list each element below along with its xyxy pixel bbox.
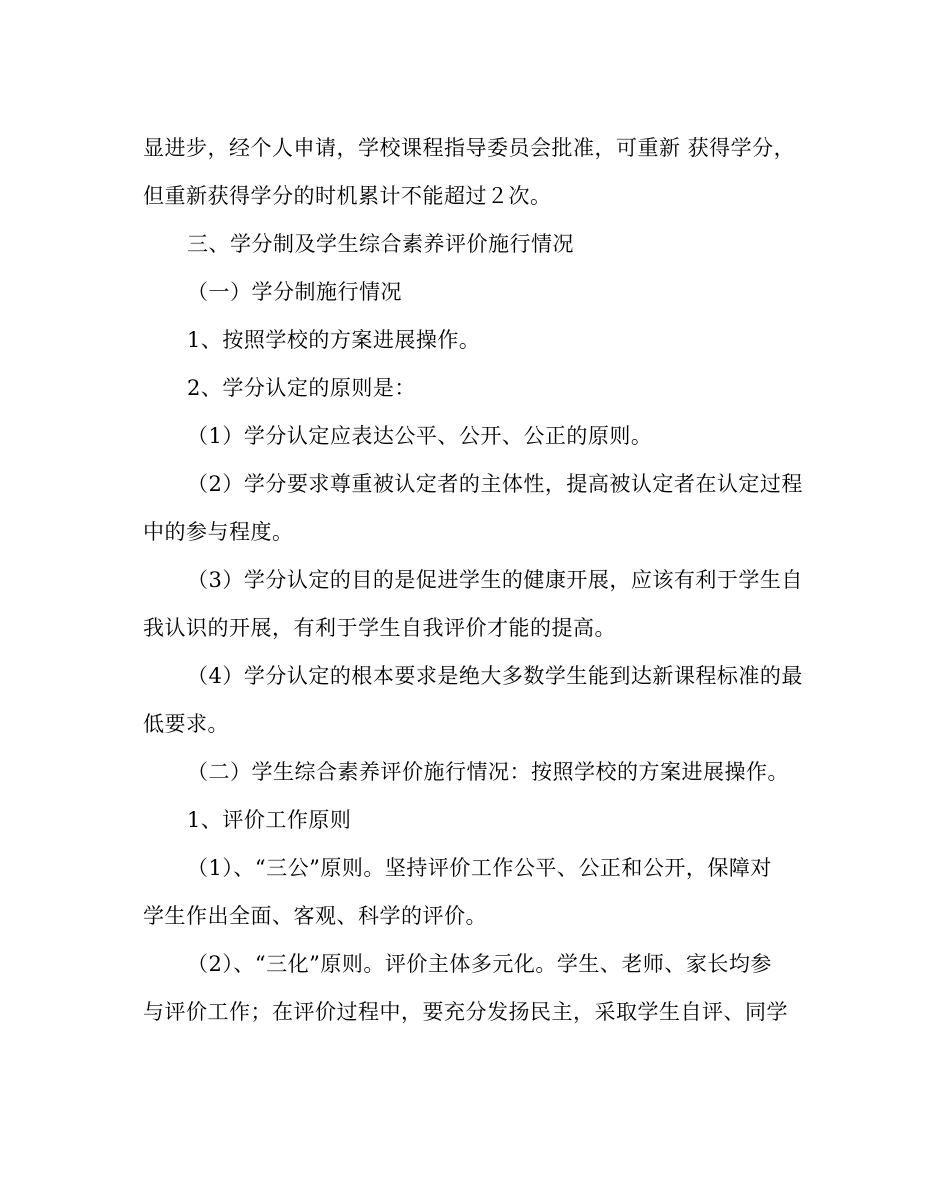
text-line: 中的参与程度。 <box>143 520 294 544</box>
text-line: （2）、“三化”原则。评价主体多元化。学生、老师、家长均参 <box>187 952 772 976</box>
section-heading: 三、学分制及学生综合素养评价施行情况 <box>187 232 574 256</box>
text-line: （2）学分要求尊重被认定者的主体性，提高被认定者在认定过程 <box>187 472 803 496</box>
text-line: 我认识的开展，有利于学生自我评价才能的提高。 <box>143 616 616 640</box>
subsection-heading: （二）学生综合素养评价施行情况：按照学校的方案进展操作。 <box>187 760 789 784</box>
text-line: 低要求。 <box>143 712 229 736</box>
text-line: 学生作出全面、客观、科学的评价。 <box>143 904 487 928</box>
text-line: 但重新获得学分的时机累计不能超过２次。 <box>143 184 552 208</box>
text-line: 1、评价工作原则 <box>187 808 352 832</box>
text-line: （3）学分认定的目的是促进学生的健康开展，应该有利于学生自 <box>187 568 803 592</box>
text-line: （1）、“三公”原则。坚持评价工作公平、公正和公开，保障对 <box>187 856 772 880</box>
text-line: 1、按照学校的方案进展操作。 <box>187 328 481 352</box>
text-line: 显进步，经个人申请，学校课程指导委员会批准，可重新 获得学分， <box>143 136 796 160</box>
text-line: （4）学分认定的根本要求是绝大多数学生能到达新课程标准的最 <box>187 664 803 688</box>
text-line: 与评价工作；在评价过程中，要充分发扬民主，采取学生自评、同学 <box>143 1000 788 1024</box>
text-line: （1）学分认定应表达公平、公开、公正的原则。 <box>187 424 653 448</box>
subsection-heading: （一）学分制施行情况 <box>187 280 402 304</box>
text-line: 2、学分认定的原则是： <box>187 376 416 400</box>
